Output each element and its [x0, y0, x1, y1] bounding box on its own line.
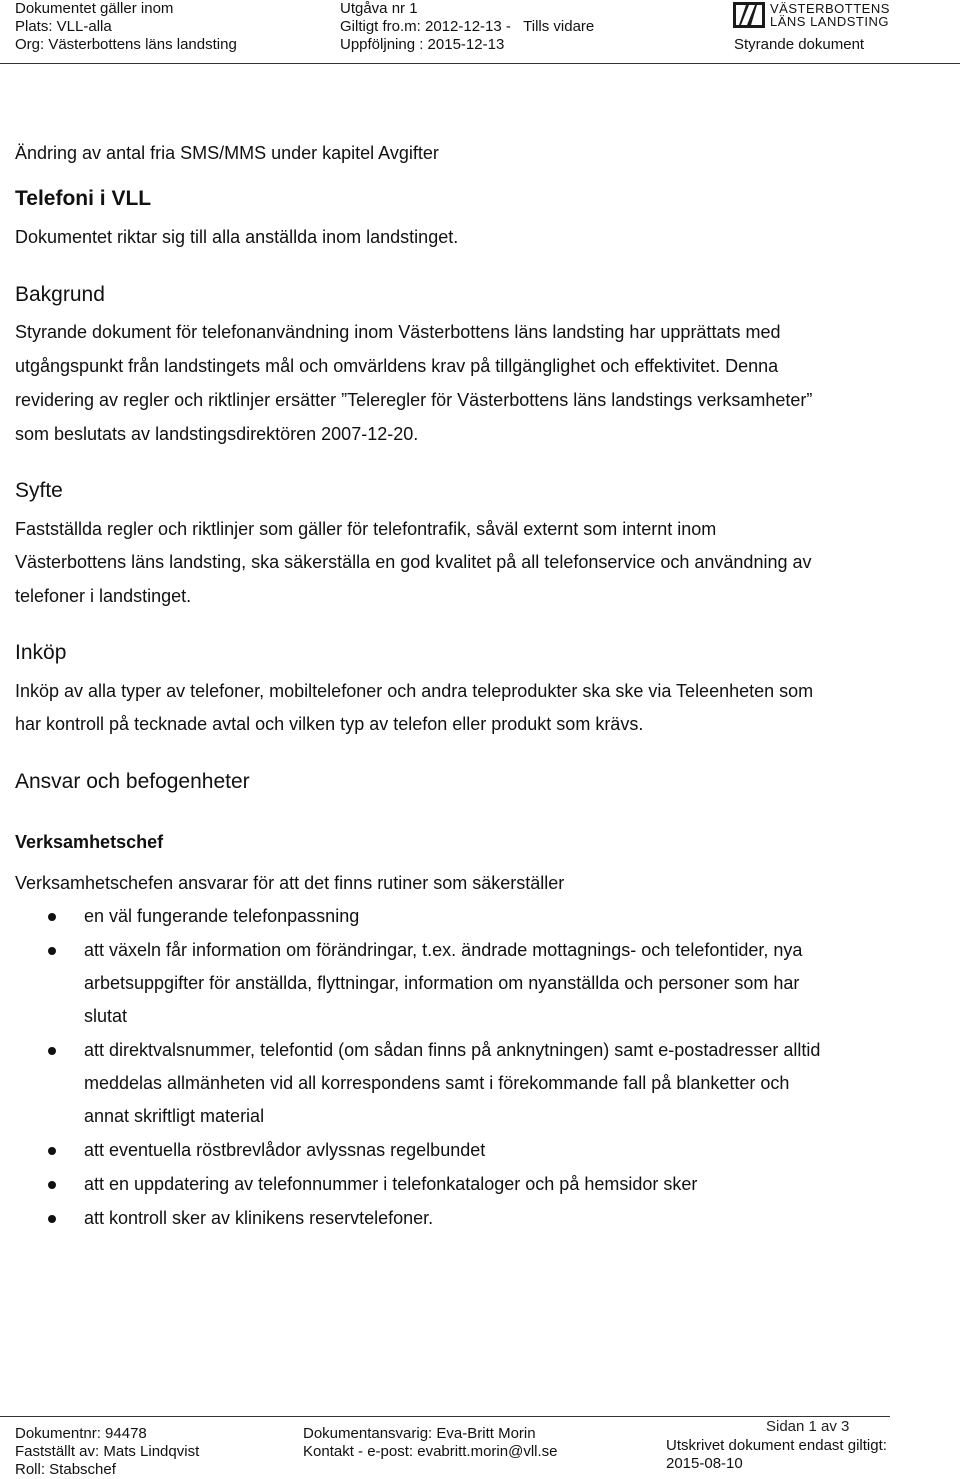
syfte-line: Fastställda regler och riktlinjer som gäller för telefontrafik, såväl externt som internt inom — [15, 519, 717, 539]
header-scope: Dokumentet gäller inom — [15, 0, 174, 17]
bullet-icon — [48, 1147, 56, 1155]
logo-text-line2: LÄNS LANDSTING — [770, 14, 889, 29]
header-divider — [0, 63, 960, 64]
syfte-line: Västerbottens läns landsting, ska säkerställa en god kvalitet på all telefonservice och användning av — [15, 552, 812, 572]
inkop-line: har kontroll på tecknade avtal och vilken typ av telefon eller produkt som krävs. — [15, 714, 644, 734]
audience-note: Dokumentet riktar sig till alla anställda inom landstinget. — [15, 227, 459, 247]
logo-text-line1: VÄSTERBOTTENS — [770, 1, 890, 16]
syfte-line: telefoner i landstinget. — [15, 586, 192, 606]
bullet-icon — [48, 947, 56, 955]
list-item: att eventuella röstbrevlådor avlyssnas regelbundet — [0, 1134, 960, 1167]
bullet-icon — [48, 1181, 56, 1189]
change-note: Ändring av antal fria SMS/MMS under kapitel Avgifter — [15, 143, 439, 163]
footer-divider — [0, 1416, 890, 1417]
header-followup: Uppföljning : 2015-12-13 — [340, 36, 505, 53]
bullet-icon — [48, 1215, 56, 1223]
ansvar-intro: Verksamhetschefen ansvarar för att det finns rutiner som säkerställer — [15, 873, 565, 893]
heading-inkop: Inköp — [15, 641, 67, 664]
bakgrund-line: som beslutats av landstingsdirektören 2007-12-20. — [15, 424, 419, 444]
heading-syfte: Syfte — [15, 479, 63, 502]
footer-contact: Kontakt - e-post: evabritt.morin@vll.se — [303, 1443, 558, 1460]
footer-role: Roll: Stabschef — [15, 1461, 116, 1478]
footer-printed-label: Utskrivet dokument endast giltigt: — [666, 1437, 887, 1454]
bakgrund-line: utgångspunkt från landstingets mål och omvärldens krav på tillgänglighet och effektivitet. Denna — [15, 356, 779, 376]
inkop-line: Inköp av alla typer av telefoner, mobiltelefoner och andra teleprodukter ska ske via Teleenheten som — [15, 681, 814, 701]
list-item: en väl fungerande telefonpassning — [0, 900, 960, 933]
heading-bakgrund: Bakgrund — [15, 283, 105, 306]
list-item: att direktvalsnummer, telefontid (om sådan finns på anknytningen) samt e-postadresser alltid meddelas allmänheten vid all korrespondens samt i förekommande fall på blanketter och annat skriftligt material — [0, 1034, 960, 1133]
vll-logo — [733, 2, 903, 30]
subheading-verksamhetschef: Verksamhetschef — [15, 832, 164, 852]
vll-logo-mark-icon — [733, 2, 765, 28]
header-edition: Utgåva nr 1 — [340, 0, 418, 17]
list-item: att en uppdatering av telefonnummer i telefonkataloger och på hemsidor sker — [0, 1168, 960, 1201]
footer-page-number: Sidan 1 av 3 — [766, 1418, 850, 1435]
bullet-icon — [48, 1047, 56, 1055]
header-doc-type: Styrande dokument — [734, 36, 865, 53]
footer-responsible: Dokumentansvarig: Eva-Britt Morin — [303, 1425, 536, 1442]
header-place: Plats: VLL-alla — [15, 18, 112, 35]
responsibility-list — [0, 900, 960, 1236]
bullet-icon — [48, 913, 56, 921]
document-title: Telefoni i VLL — [15, 187, 152, 210]
list-item: att kontroll sker av klinikens reservtelefoner. — [0, 1202, 960, 1235]
footer-approved-by: Fastställt av: Mats Lindqvist — [15, 1443, 200, 1460]
footer-doc-number: Dokumentnr: 94478 — [15, 1425, 147, 1442]
heading-ansvar: Ansvar och befogenheter — [15, 770, 250, 793]
bakgrund-line: Styrande dokument för telefonanvändning inom Västerbottens läns landsting har upprättats med — [15, 322, 781, 342]
bakgrund-line: revidering av regler och riktlinjer ersätter ”Teleregler för Västerbottens läns landstings verksamheter” — [15, 390, 813, 410]
header-valid: Giltigt fro.m: 2012-12-13 - Tills vidare — [340, 18, 595, 35]
header-org: Org: Västerbottens läns landsting — [15, 36, 237, 53]
list-item: att växeln får information om förändringar, t.ex. ändrade mottagnings- och telefontider, nya arbetsuppgifter för anställda, flyttningar, information om nyanställda och personer som har slutat — [0, 934, 960, 1033]
footer-printed-date: 2015-08-10 — [666, 1455, 743, 1472]
